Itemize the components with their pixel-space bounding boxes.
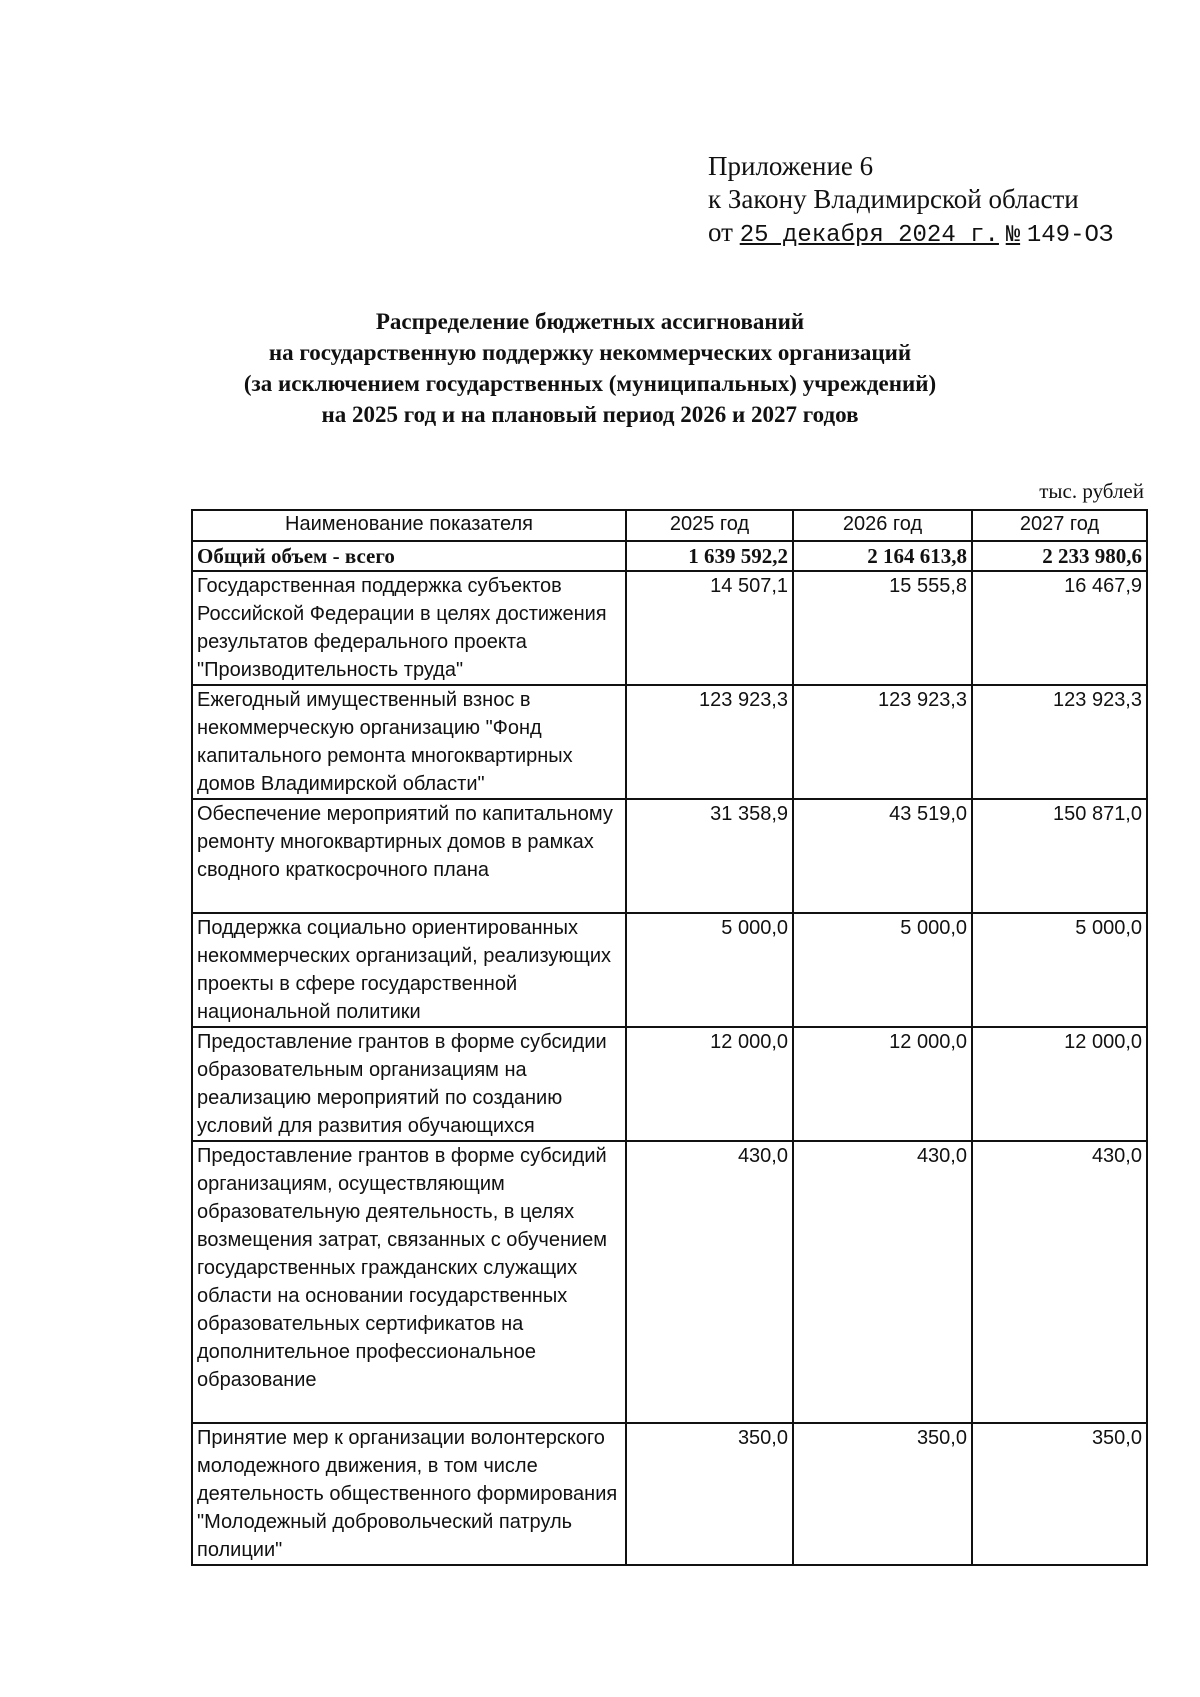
- row-name: Принятие мер к организации волонтерского молодежного движения, в том числе деятельность общественного формирования "Молодежный добровольческий патруль полиции": [192, 1423, 626, 1565]
- table-row: [192, 571, 1147, 685]
- row-value-2025: 14 507,1: [626, 571, 793, 685]
- row-value-2026: 43 519,0: [793, 799, 972, 913]
- row-value-2025: 12 000,0: [626, 1027, 793, 1141]
- table-row: [192, 685, 1147, 799]
- row-value-2026: 430,0: [793, 1141, 972, 1423]
- appendix-block: [708, 150, 1113, 252]
- total-label: Общий объем - всего: [192, 541, 626, 571]
- total-row: [192, 541, 1147, 571]
- title-line: Распределение бюджетных ассигнований: [375, 309, 805, 334]
- table-row: [192, 1423, 1147, 1565]
- row-value-2027: 12 000,0: [972, 1027, 1147, 1141]
- row-name: Предоставление грантов в форме субсидий организациям, осуществляющим образовательную деятельность, в целях возмещения затрат, связанных с обучением государственных гражданских служащих области на основании государственных образовательных сертификатов на дополнительное профессиональное образование: [192, 1141, 626, 1423]
- law-date: 25 декабря 2024 г.: [739, 222, 999, 249]
- row-value-2027: 16 467,9: [972, 571, 1147, 685]
- table-row: [192, 1027, 1147, 1141]
- title-line: на государственную поддержку некоммерческих организаций: [268, 340, 912, 365]
- row-value-2027: 5 000,0: [972, 913, 1147, 1027]
- header-2025: 2025 год: [626, 510, 793, 541]
- row-value-2027: 123 923,3: [972, 685, 1147, 799]
- header-2027: 2027 год: [972, 510, 1147, 541]
- title-line: на 2025 год и на плановый период 2026 и 2027 годов: [321, 402, 859, 427]
- row-value-2025: 31 358,9: [626, 799, 793, 913]
- table-row: [192, 799, 1147, 913]
- row-name: Предоставление грантов в форме субсидии образовательным организациям на реализацию мероприятий по созданию условий для развития обучающихся: [192, 1027, 626, 1141]
- law-number: 149-ОЗ: [1026, 222, 1114, 249]
- row-value-2027: 150 871,0: [972, 799, 1147, 913]
- table-row: [192, 913, 1147, 1027]
- header-2026: 2026 год: [793, 510, 972, 541]
- header-name: Наименование показателя: [192, 510, 626, 541]
- total-2025: 1 639 592,2: [626, 541, 793, 571]
- appendix-line2: к Закону Владимирской области: [708, 184, 1079, 214]
- row-value-2027: 430,0: [972, 1141, 1147, 1423]
- row-value-2025: 5 000,0: [626, 913, 793, 1027]
- row-name: Государственная поддержка субъектов Российской Федерации в целях достижения результатов федерального проекта "Производительность труда": [192, 571, 626, 685]
- row-value-2025: 350,0: [626, 1423, 793, 1565]
- row-name: Ежегодный имущественный взнос в некоммерческую организацию "Фонд капитального ремонта многоквартирных домов Владимирской области": [192, 685, 626, 799]
- row-value-2026: 12 000,0: [793, 1027, 972, 1141]
- budget-table: [191, 509, 1148, 1566]
- row-value-2025: 430,0: [626, 1141, 793, 1423]
- total-2026: 2 164 613,8: [793, 541, 972, 571]
- appendix-line1: Приложение 6: [708, 151, 874, 181]
- document-title: [150, 306, 1030, 430]
- row-value-2026: 15 555,8: [793, 571, 972, 685]
- row-value-2026: 350,0: [793, 1423, 972, 1565]
- row-name: Обеспечение мероприятий по капитальному ремонту многоквартирных домов в рамках сводного краткосрочного плана: [192, 799, 626, 913]
- row-value-2025: 123 923,3: [626, 685, 793, 799]
- table-row: [192, 1141, 1147, 1423]
- total-2027: 2 233 980,6: [972, 541, 1147, 571]
- row-value-2026: 5 000,0: [793, 913, 972, 1027]
- row-value-2026: 123 923,3: [793, 685, 972, 799]
- date-prefix: от: [708, 217, 733, 247]
- row-name: Поддержка социально ориентированных некоммерческих организаций, реализующих проекты в сфере государственной национальной политики: [192, 913, 626, 1027]
- number-sign: №: [1005, 222, 1021, 249]
- appendix-line3: [708, 216, 1113, 252]
- unit-label: тыс. рублей: [1039, 479, 1144, 503]
- table-header-row: [192, 510, 1147, 541]
- title-line: (за исключением государственных (муниципальных) учреждений): [243, 371, 937, 396]
- row-value-2027: 350,0: [972, 1423, 1147, 1565]
